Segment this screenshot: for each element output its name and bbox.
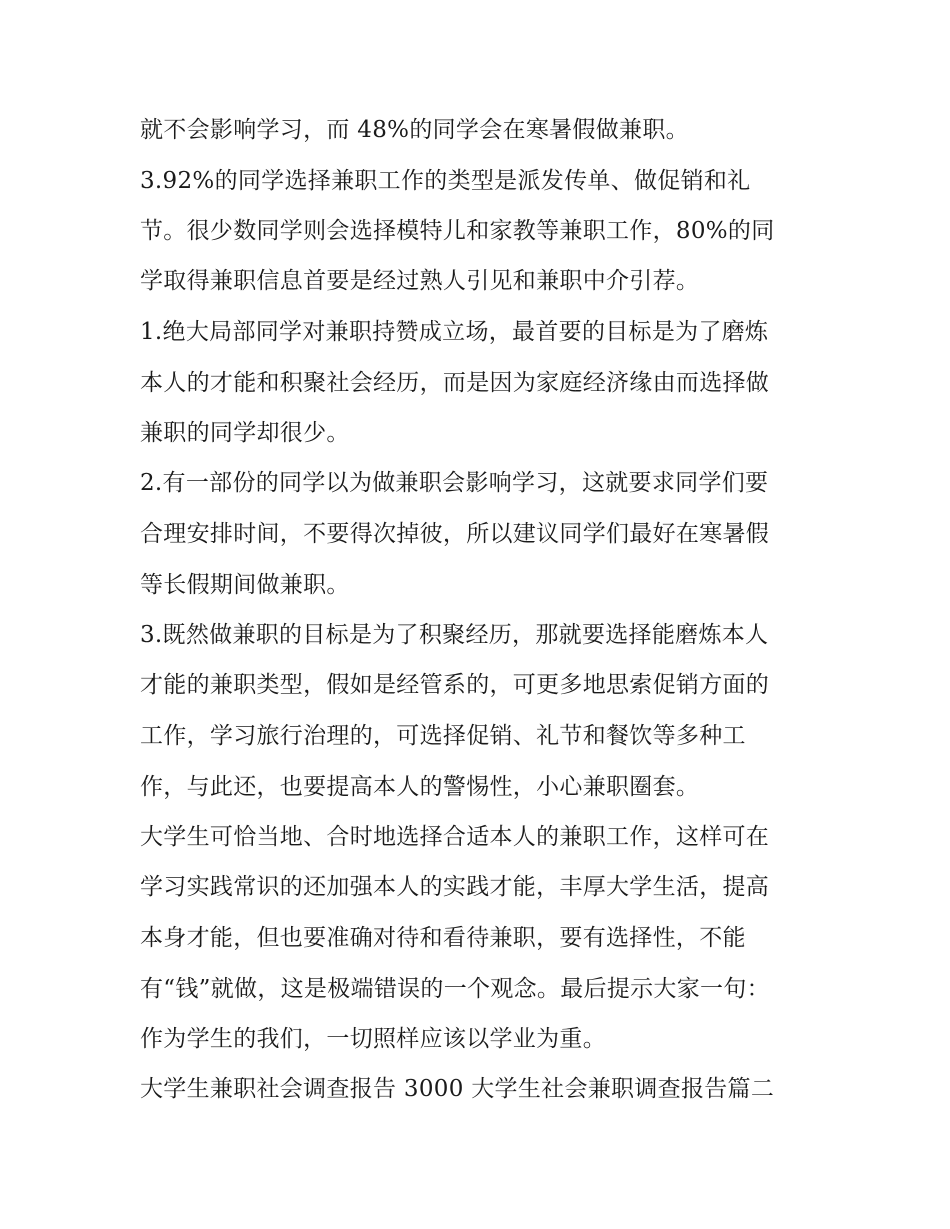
- text-line: 工作，学习旅行治理的，可选择促销、礼节和餐饮等多种工: [140, 723, 746, 749]
- text-line: 节。很少数同学则会选择模特儿和家教等兼职工作，80%的同: [140, 218, 775, 244]
- text-line: 学习实践常识的还加强本人的实践才能，丰厚大学生活，提高: [140, 874, 770, 900]
- text-line: 等长假期间做兼职。: [140, 572, 350, 598]
- text-line: 1.绝大局部同学对兼职持赞成立场，最首要的目标是为了磨炼: [140, 319, 769, 345]
- text-line: 本人的才能和积聚社会经历，而是因为家庭经济缘由而选择做: [140, 370, 770, 396]
- text-line: 2.有一部份的同学以为做兼职会影响学习，这就要求同学们要: [140, 470, 769, 496]
- text-line: 兼职的同学却很少。: [140, 420, 350, 446]
- text-line: 有“钱”就做，这是极端错误的一个观念。最后提示大家一句：: [140, 976, 770, 1002]
- text-line: 本身才能，但也要准确对待和看待兼职，要有选择性，不能: [140, 925, 746, 951]
- text-line: 就不会影响学习，而 48%的同学会在寒暑假做兼职。: [140, 117, 689, 143]
- text-line: 大学生可恰当地、合时地选择合适本人的兼职工作，这样可在: [140, 824, 770, 850]
- text-line: 作，与此还，也要提高本人的警惕性，小心兼职圈套。: [140, 774, 700, 800]
- text-line: 才能的兼职类型，假如是经管系的，可更多地思索促销方面的: [140, 672, 770, 698]
- text-line: 作为学生的我们，一切照样应该以学业为重。: [140, 1026, 606, 1052]
- text-line: 大学生兼职社会调查报告 3000 大学生社会兼职调查报告篇二: [140, 1076, 775, 1102]
- text-line: 3.既然做兼职的目标是为了积聚经历，那就要选择能磨炼本人: [140, 622, 769, 648]
- text-line: 3.92%的同学选择兼职工作的类型是派发传单、做促销和礼: [140, 168, 751, 194]
- text-line: 学取得兼职信息首要是经过熟人引见和兼职中介引荐。: [140, 268, 700, 294]
- text-line: 合理安排时间，不要得次掉彼，所以建议同学们最好在寒暑假: [140, 521, 770, 547]
